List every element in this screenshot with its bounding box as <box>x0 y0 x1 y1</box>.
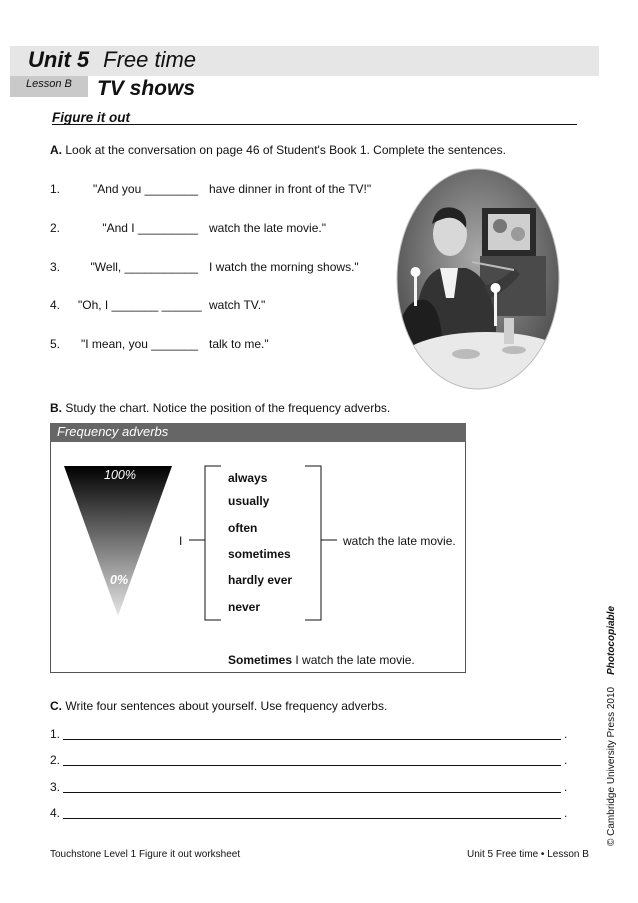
lesson-label: Lesson B <box>26 78 72 90</box>
lesson-title: TV shows <box>97 77 196 100</box>
item-continuation: watch TV." <box>209 298 266 312</box>
adverb-usually: usually <box>228 494 270 508</box>
footer-left: Touchstone Level 1 Figure it out worksheet <box>50 849 241 860</box>
example-rest: I watch the late movie. <box>292 653 415 667</box>
adverb-sometimes: sometimes <box>228 547 291 561</box>
adverb-always: always <box>228 471 268 485</box>
write-line-number: 1. <box>50 727 61 741</box>
scale-bottom-label: 0% <box>110 573 129 587</box>
write-line-end: . <box>564 727 568 741</box>
write-line-end: . <box>564 780 568 794</box>
section-title-rule <box>52 124 577 125</box>
write-line-rule[interactable] <box>63 765 561 766</box>
photocopiable-text: Photocopiable <box>606 605 617 675</box>
item-prompt: "And I _________ <box>102 221 198 235</box>
item-prompt: "Oh, I _______ ______ <box>78 298 202 312</box>
item-continuation: talk to me." <box>209 337 269 351</box>
item-number: 5. <box>50 337 61 351</box>
item-number: 2. <box>50 221 61 235</box>
exercise-b-instruction <box>50 401 390 415</box>
chart-example-sentence <box>228 653 415 667</box>
adverb-never: never <box>228 600 261 614</box>
adverb-hardly-ever: hardly ever <box>228 573 293 587</box>
exercise-c-instruction <box>50 699 387 713</box>
write-line-end: . <box>564 753 568 767</box>
footer-right: Unit 5 Free time • Lesson B <box>467 849 589 860</box>
item-prompt: "And you ________ <box>92 182 198 196</box>
exercise-c-label: C. <box>50 699 62 713</box>
write-line-rule[interactable] <box>63 792 561 793</box>
item-prompt: "I mean, you _______ <box>80 337 198 351</box>
write-line-rule[interactable] <box>63 818 561 819</box>
copyright-text: © Cambridge University Press 2010 <box>606 686 617 846</box>
exercise-b-instruction-text: Study the chart. Notice the position of the frequency adverbs. <box>65 401 391 415</box>
unit-title <box>28 47 196 73</box>
item-number: 3. <box>50 260 61 274</box>
item-continuation: watch the late movie." <box>209 221 326 235</box>
write-line-rule[interactable] <box>63 739 561 740</box>
write-line-number: 3. <box>50 780 61 794</box>
dinner-tv-illustration <box>396 168 560 390</box>
exercise-c-instruction-text: Write four sentences about yourself. Use frequency adverbs. <box>65 699 388 713</box>
write-line-end: . <box>564 806 568 820</box>
exercise-b-label: B. <box>50 401 62 415</box>
chart-subject: I <box>179 534 183 548</box>
chart-predicate: watch the late movie. <box>343 534 456 548</box>
item-number: 4. <box>50 298 61 312</box>
write-line-number: 2. <box>50 753 61 767</box>
item-continuation: have dinner in front of the TV!" <box>209 182 372 196</box>
frequency-adverbs-title: Frequency adverbs <box>57 424 169 439</box>
example-adverb: Sometimes <box>228 653 293 667</box>
exercise-a-instruction-text: Look at the conversation on page 46 of Student's Book 1. Complete the sentences. <box>65 143 506 157</box>
exercise-a-instruction <box>50 143 506 157</box>
scale-top-label: 100% <box>104 468 136 482</box>
adverb-often: often <box>228 521 258 535</box>
item-prompt: "Well, ___________ <box>90 260 198 274</box>
item-continuation: I watch the morning shows." <box>209 260 359 274</box>
exercise-a-label: A. <box>50 143 62 157</box>
unit-topic: Free time <box>103 47 197 72</box>
frequency-scale-triangle <box>60 462 183 622</box>
unit-number: Unit 5 <box>28 47 90 72</box>
write-line-number: 4. <box>50 806 61 820</box>
side-credit <box>606 606 617 846</box>
item-number: 1. <box>50 182 61 196</box>
section-title: Figure it out <box>52 110 130 125</box>
